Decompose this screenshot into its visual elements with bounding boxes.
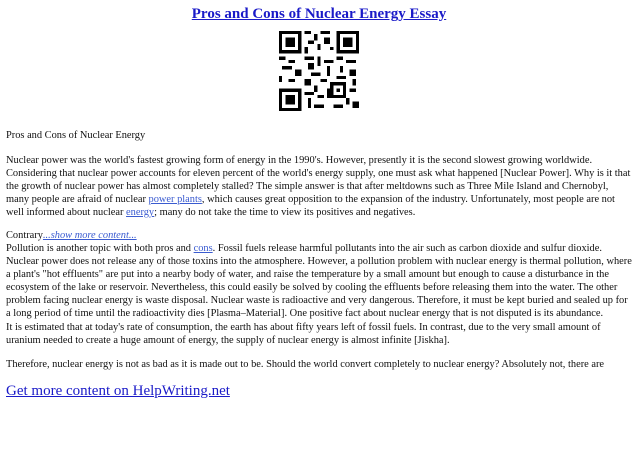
paragraph-4: Therefore, nuclear energy is not as bad as it is made out to be. Should the world convert completely to nuclear energy? Absolutely not, there are xyxy=(6,359,605,370)
show-more-link[interactable]: ...show more content... xyxy=(42,230,137,241)
paragraph-1-text-a: Nuclear power was the world's fastest growing form of energy in the 1990's. However, presently it is the second slowest growing worldwide. Considering that nuclear power accounts for eleven percent of the world's energy supply, one must ask what happened [Nuclear Power]. Why is it that the growth of nuclear power has almost completely stalled? The simple answer is that after meltdowns such as Three Mile Island and Chernobyl, many people are afraid of nuclear xyxy=(6,155,631,205)
paragraph-2 xyxy=(6,229,632,320)
paragraph-1-text-b: , which causes great opposition to the expansion of the industry. Unfortunately, most people are not well informed about nuclear xyxy=(6,194,615,218)
qr-code-icon xyxy=(279,31,359,111)
get-more-content-link[interactable]: Get more content on HelpWriting.net xyxy=(6,383,230,399)
cons-link[interactable]: cons xyxy=(193,243,213,254)
paragraph-2-lead: Contrary xyxy=(6,230,43,241)
energy-link[interactable]: energy xyxy=(126,207,155,218)
document-title-link[interactable]: Pros and Cons of Nuclear Energy Essay xyxy=(191,6,447,22)
section-label: Pros and Cons of Nuclear Energy xyxy=(6,130,146,141)
paragraph-3: It is estimated that at today's rate of consumption, the earth has about fifty years left of fossil fuels. In contrast, due to the very small amount of uranium needed to create a huge amount of energy, the supply of nuclear energy is almost infinite [Jiskha]. xyxy=(6,322,601,346)
power-plants-link[interactable]: power plants xyxy=(148,194,202,205)
paragraph-2-text-a: Pollution is another topic with both pros and xyxy=(6,243,194,254)
paragraph-2-text-b: . Fossil fuels release harmful pollutants into the air such as carbon dioxide and sulfur dioxide. Nuclear power does not release any of those toxins into the atmosphere. However, a pollution problem with nuclear energy is thermal pollution, where a plant's "hot effluents" are put into a nearby body of water, and raise the temperature by a small amount but enough to cause a disturbance in the ecosystem of the lake or reservoir. Nevertheless, this could easily be solved by cooling the effluents before releasing them into the water. The other problem facing nuclear energy is waste disposal. Nuclear waste is radioactive and very dangerous. Therefore, it must be kept buried and sealed up for a long period of time until the radioactivity dies [Plasma–Material]. One positive fact about nuclear energy that is not disputed is its abundance. xyxy=(6,243,632,319)
paragraph-1 xyxy=(6,154,632,219)
paragraph-1-text-c: ; many do not take the time to view its positives and negatives. xyxy=(154,207,416,218)
